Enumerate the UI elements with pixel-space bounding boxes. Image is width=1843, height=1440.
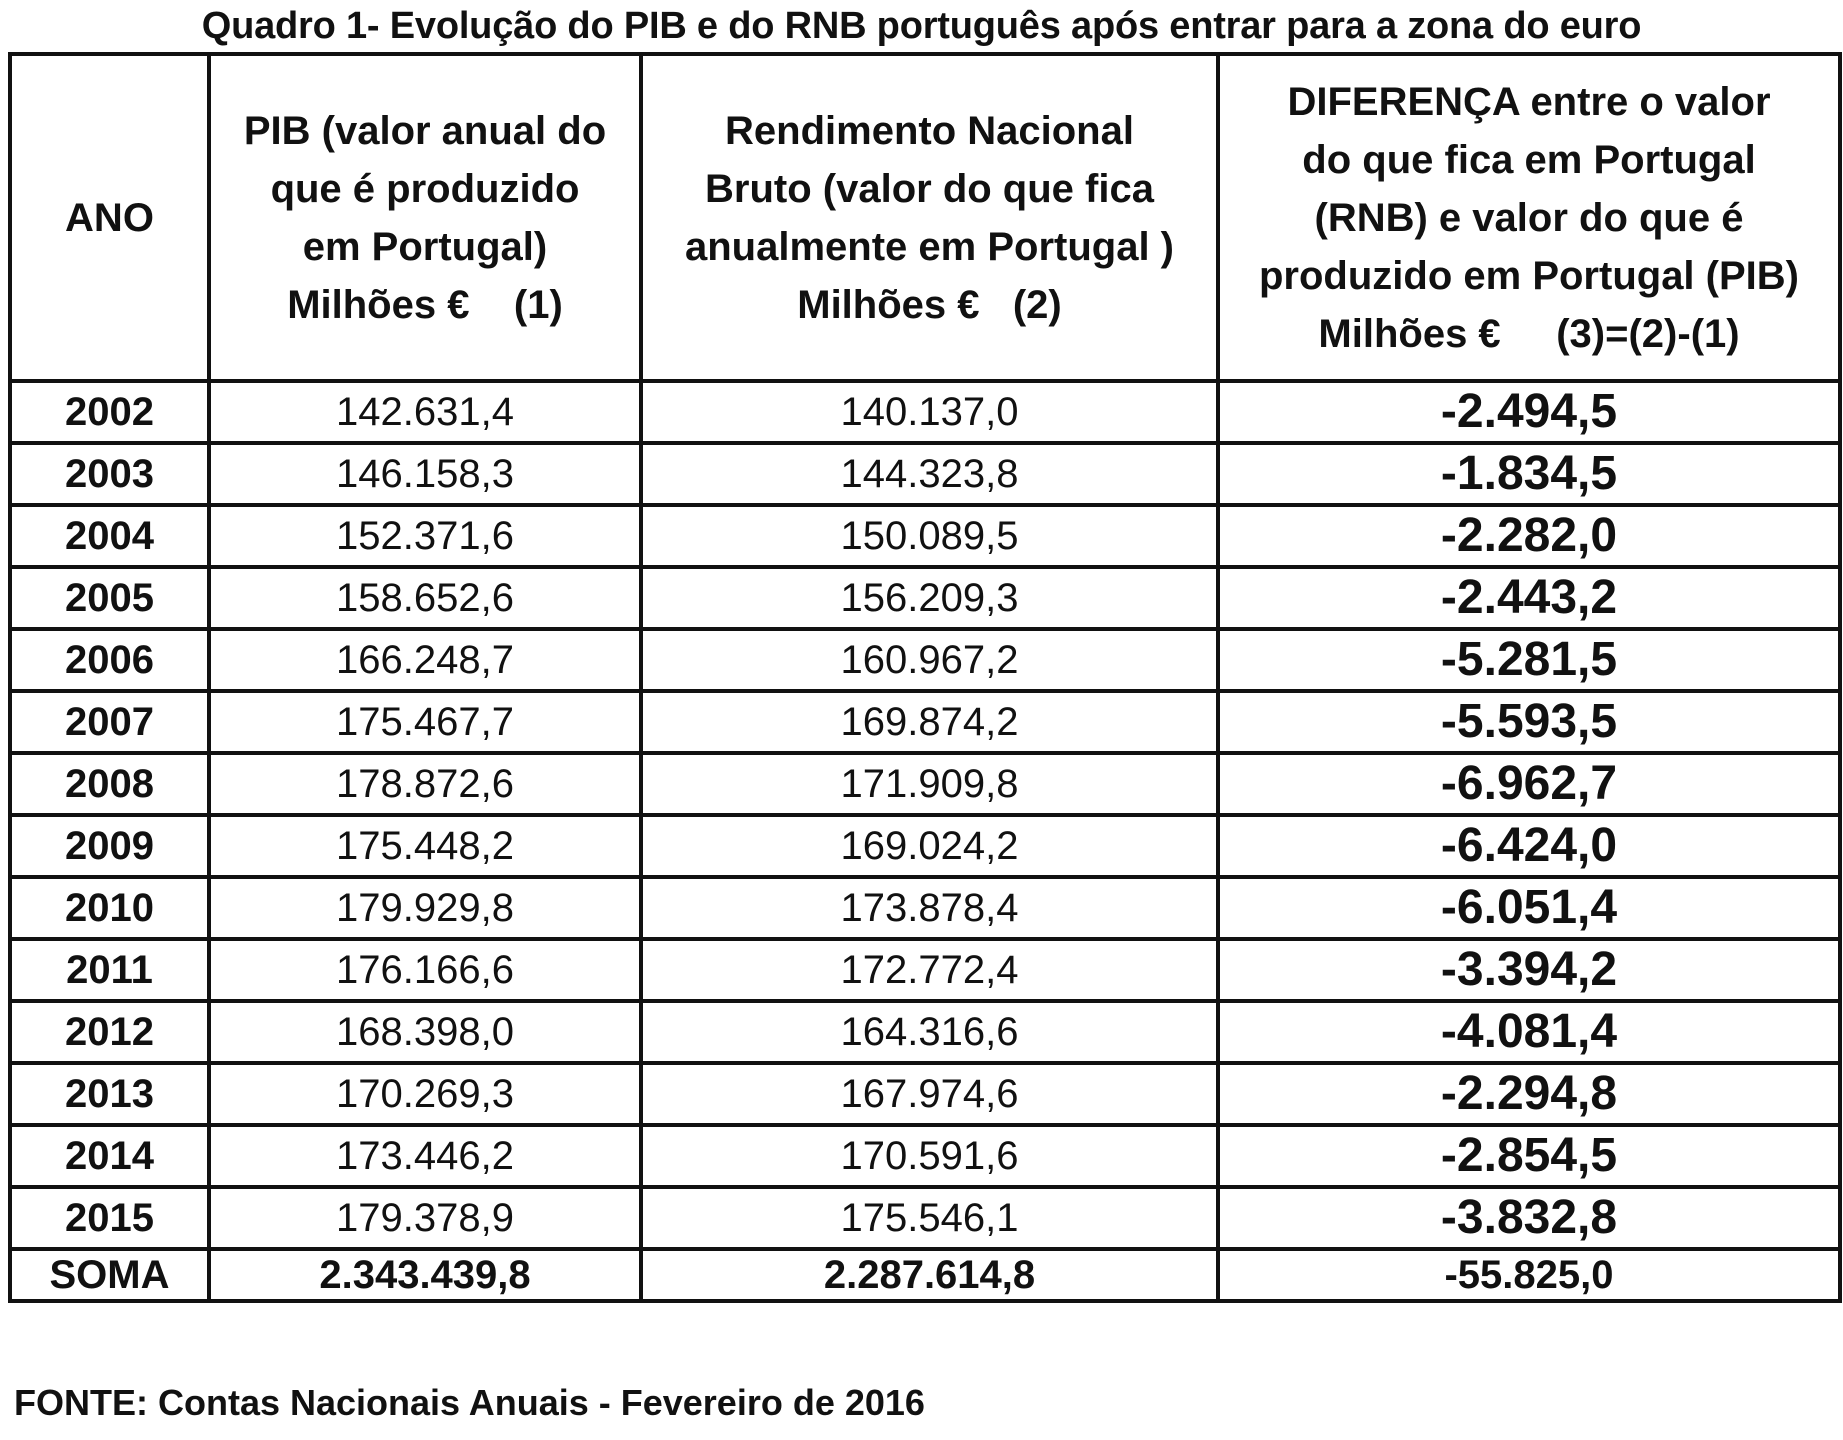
diff-cell: -4.081,4 [1218, 1001, 1840, 1063]
year-cell: 2002 [10, 381, 209, 443]
diff-cell: -2.282,0 [1218, 505, 1840, 567]
diff-cell: -1.834,5 [1218, 443, 1840, 505]
source-note: FONTE: Contas Nacionais Anuais - Fevereiro de 2016 [14, 1382, 925, 1423]
year-cell: 2011 [10, 939, 209, 1001]
table-row [10, 629, 1840, 691]
diff-cell: -5.593,5 [1218, 691, 1840, 753]
header-diff-line: (RNB) e valor do que é [1314, 195, 1744, 240]
pib-cell: 170.269,3 [209, 1063, 641, 1125]
pib-cell: 173.446,2 [209, 1125, 641, 1187]
pib-cell: 168.398,0 [209, 1001, 641, 1063]
pib-cell: 175.448,2 [209, 815, 641, 877]
pib-cell: 176.166,6 [209, 939, 641, 1001]
table-row [10, 691, 1840, 753]
table-row [10, 1001, 1840, 1063]
rnb-cell: 164.316,6 [641, 1001, 1218, 1063]
diff-cell: -6.424,0 [1218, 815, 1840, 877]
header-rnb-line: Milhões € (2) [797, 282, 1062, 327]
year-cell: 2005 [10, 567, 209, 629]
pib-cell: 142.631,4 [209, 381, 641, 443]
table-row [10, 1063, 1840, 1125]
year-cell: 2006 [10, 629, 209, 691]
rnb-cell: 171.909,8 [641, 753, 1218, 815]
rnb-cell: 172.772,4 [641, 939, 1218, 1001]
header-rnb-line: anualmente em Portugal ) [685, 224, 1174, 269]
rnb-cell: 150.089,5 [641, 505, 1218, 567]
rnb-cell: 167.974,6 [641, 1063, 1218, 1125]
diff-cell: -2.854,5 [1218, 1125, 1840, 1187]
total-label: SOMA [10, 1249, 209, 1301]
pib-cell: 179.378,9 [209, 1187, 641, 1249]
table-row [10, 877, 1840, 939]
pib-cell: 158.652,6 [209, 567, 641, 629]
data-table [8, 52, 1842, 1303]
year-cell: 2007 [10, 691, 209, 753]
table-row [10, 505, 1840, 567]
table-row [10, 1187, 1840, 1249]
table-row [10, 753, 1840, 815]
diff-cell: -3.394,2 [1218, 939, 1840, 1001]
diff-cell: -2.494,5 [1218, 381, 1840, 443]
table-row [10, 1125, 1840, 1187]
pib-cell: 152.371,6 [209, 505, 641, 567]
year-cell: 2013 [10, 1063, 209, 1125]
table-row [10, 567, 1840, 629]
table-header-row [10, 54, 1840, 381]
rnb-cell: 140.137,0 [641, 381, 1218, 443]
rnb-cell: 144.323,8 [641, 443, 1218, 505]
page-title: Quadro 1- Evolução do PIB e do RNB português após entrar para a zona do euro [201, 5, 1642, 47]
pib-cell: 166.248,7 [209, 629, 641, 691]
year-cell: 2015 [10, 1187, 209, 1249]
year-cell: 2003 [10, 443, 209, 505]
header-diff-line: Milhões € (3)=(2)-(1) [1318, 311, 1740, 356]
rnb-cell: 160.967,2 [641, 629, 1218, 691]
diff-cell: -6.051,4 [1218, 877, 1840, 939]
rnb-cell: 156.209,3 [641, 567, 1218, 629]
total-rnb: 2.287.614,8 [641, 1249, 1218, 1301]
header-pib-line: PIB (valor anual do [243, 108, 607, 153]
header-rnb-line: Rendimento Nacional [725, 108, 1134, 153]
table-row [10, 443, 1840, 505]
pib-cell: 175.467,7 [209, 691, 641, 753]
table-row [10, 939, 1840, 1001]
diff-cell: -2.294,8 [1218, 1063, 1840, 1125]
rnb-cell: 169.024,2 [641, 815, 1218, 877]
diff-cell: -5.281,5 [1218, 629, 1840, 691]
year-cell: 2012 [10, 1001, 209, 1063]
rnb-cell: 173.878,4 [641, 877, 1218, 939]
header-diff-line: produzido em Portugal (PIB) [1259, 253, 1799, 298]
header-pib-line: que é produzido [270, 166, 580, 211]
table-row [10, 381, 1840, 443]
header-rnb [641, 54, 1218, 381]
header-diff-line: DIFERENÇA entre o valor [1287, 79, 1771, 124]
diff-cell: -3.832,8 [1218, 1187, 1840, 1249]
header-rnb-line: Bruto (valor do que fica [705, 166, 1154, 211]
table-row [10, 815, 1840, 877]
diff-cell: -6.962,7 [1218, 753, 1840, 815]
header-diff [1218, 54, 1840, 381]
diff-cell: -2.443,2 [1218, 567, 1840, 629]
total-row [10, 1249, 1840, 1301]
header-pib-line: em Portugal) [302, 224, 548, 269]
rnb-cell: 169.874,2 [641, 691, 1218, 753]
total-pib: 2.343.439,8 [209, 1249, 641, 1301]
rnb-cell: 175.546,1 [641, 1187, 1218, 1249]
year-cell: 2014 [10, 1125, 209, 1187]
pib-cell: 179.929,8 [209, 877, 641, 939]
header-pib [209, 54, 641, 381]
pib-cell: 146.158,3 [209, 443, 641, 505]
header-pib-line: Milhões € (1) [287, 282, 563, 327]
year-cell: 2010 [10, 877, 209, 939]
year-cell: 2004 [10, 505, 209, 567]
rnb-cell: 170.591,6 [641, 1125, 1218, 1187]
year-cell: 2008 [10, 753, 209, 815]
year-cell: 2009 [10, 815, 209, 877]
header-diff-line: do que fica em Portugal [1302, 137, 1756, 182]
header-year: ANO [10, 54, 209, 381]
pib-cell: 178.872,6 [209, 753, 641, 815]
total-diff: -55.825,0 [1218, 1249, 1840, 1301]
